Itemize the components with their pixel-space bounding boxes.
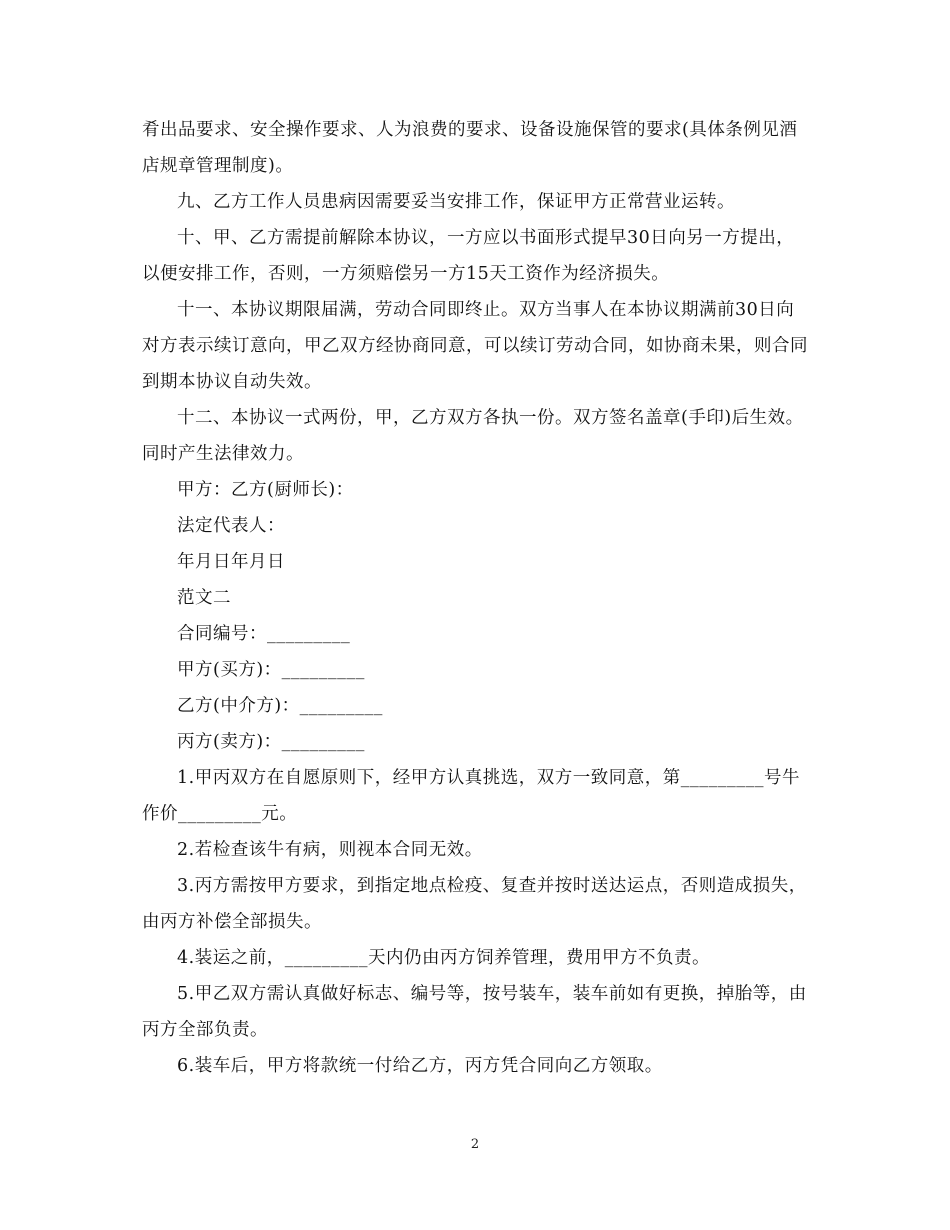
numbered-clause-1: 1.甲丙双方在自愿原则下，经甲方认真挑选，双方一致同意，第_________号牛作价_________元。 [142,768,800,824]
paragraph-clause-9: 九、乙方工作人员患病因需要妥当安排工作，保证甲方正常营业运转。 [177,192,735,212]
numbered-clause-2: 2.若检查该牛有病，则视本合同无效。 [177,840,483,860]
party-c-seller-line: 丙方(卖方)：_________ [177,732,365,752]
contract-number-line: 合同编号：_________ [177,624,351,644]
paragraph-clause-12: 十二、本协议一式两份，甲，乙方双方各执一份。双方签名盖章(手印)后生效。同时产生法律效力。 [142,408,804,464]
date-line: 年月日年月日 [177,552,285,572]
numbered-clause-3: 3.丙方需按甲方要求，到指定地点检疫、复查并按时送达运点，否则造成损失，由丙方补偿全部损失。 [142,876,807,932]
paragraph-continuation: 肴出品要求、安全操作要求、人为浪费的要求、设备设施保管的要求(具体条例见酒店规章管理制度)。 [142,120,798,176]
page-number: 2 [470,1137,480,1152]
numbered-clause-6: 6.装车后，甲方将款统一付给乙方，丙方凭合同向乙方领取。 [177,1056,663,1076]
party-a-buyer-line: 甲方(买方)：_________ [177,660,365,680]
document-body [142,112,808,1084]
legal-representative-line: 法定代表人： [177,516,285,536]
paragraph-clause-11: 十一、本协议期限届满，劳动合同即终止。双方当事人在本协议期满前30日向对方表示续订意向，甲乙双方经协商同意，可以续订劳动合同，如协商未果，则合同到期本协议自动失效。 [142,300,808,392]
party-b-intermediary-line: 乙方(中介方)：_________ [177,696,383,716]
numbered-clause-5: 5.甲乙双方需认真做好标志、编号等，按号装车，装车前如有更换，掉胎等，由丙方全部负责。 [142,984,807,1040]
numbered-clause-4: 4.装运之前，_________天内仍由丙方饲养管理，费用甲方不负责。 [177,948,710,968]
sample-two-heading: 范文二 [177,588,231,608]
paragraph-clause-10: 十、甲、乙方需提前解除本协议，一方应以书面形式提早30日向另一方提出，以便安排工作，否则，一方须赔偿另一方15天工资作为经济损失。 [142,228,795,284]
signature-parties-line: 甲方：乙方(厨师长)： [177,480,354,500]
